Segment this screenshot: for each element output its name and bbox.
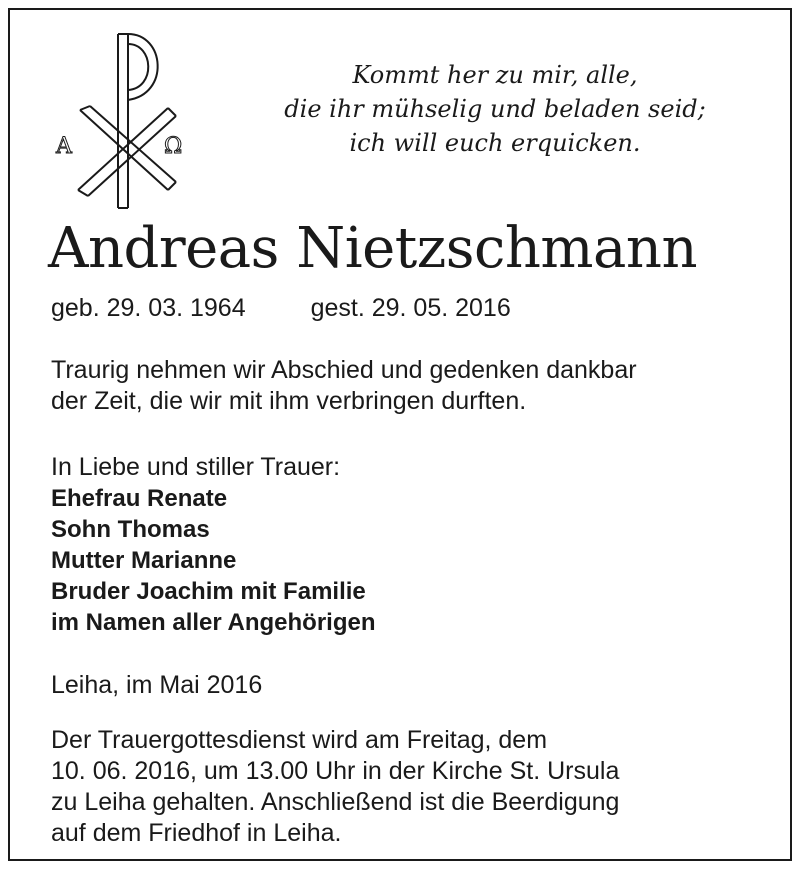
- verse-line: ich will euch erquicken.: [349, 129, 641, 157]
- service-line: auf dem Friedhof in Leiha.: [51, 819, 342, 847]
- obituary-frame: [8, 8, 792, 861]
- place-date: Leiha, im Mai 2016: [51, 671, 263, 699]
- omega-glyph: Ω: [164, 134, 183, 159]
- death-date: gest. 29. 05. 2016: [310, 294, 511, 322]
- mourner-item: Ehefrau Renate: [51, 485, 228, 512]
- farewell-line: der Zeit, die wir mit ihm verbringen durften.: [51, 387, 527, 415]
- mourning-intro: In Liebe und stiller Trauer:: [51, 453, 341, 481]
- farewell-line: Traurig nehmen wir Abschied und gedenken dankbar: [51, 356, 637, 384]
- birth-date: geb. 29. 03. 1964: [51, 294, 246, 322]
- mourner-item: Mutter Marianne: [51, 547, 237, 574]
- farewell-text: [51, 355, 637, 417]
- bible-verse: [240, 58, 750, 160]
- chi-rho-alpha-omega-icon: [40, 22, 210, 212]
- verse-line: Kommt her zu mir, alle,: [352, 61, 638, 89]
- alpha-glyph: A: [56, 134, 72, 159]
- service-line: zu Leiha gehalten. Anschließend ist die Beerdigung: [51, 788, 620, 816]
- deceased-name: Andreas Nietzschmann: [48, 216, 698, 281]
- mourner-item: im Namen aller Angehörigen: [51, 609, 376, 636]
- life-dates: [51, 292, 511, 324]
- verse-line: die ihr mühselig und beladen seid;: [284, 95, 706, 123]
- service-line: Der Trauergottesdienst wird am Freitag, dem: [51, 726, 548, 754]
- mourners-list: [51, 483, 376, 638]
- service-line: 10. 06. 2016, um 13.00 Uhr in der Kirche St. Ursula: [51, 757, 620, 785]
- service-info: [51, 725, 619, 849]
- mourner-item: Bruder Joachim mit Familie: [51, 578, 366, 605]
- mourner-item: Sohn Thomas: [51, 516, 210, 543]
